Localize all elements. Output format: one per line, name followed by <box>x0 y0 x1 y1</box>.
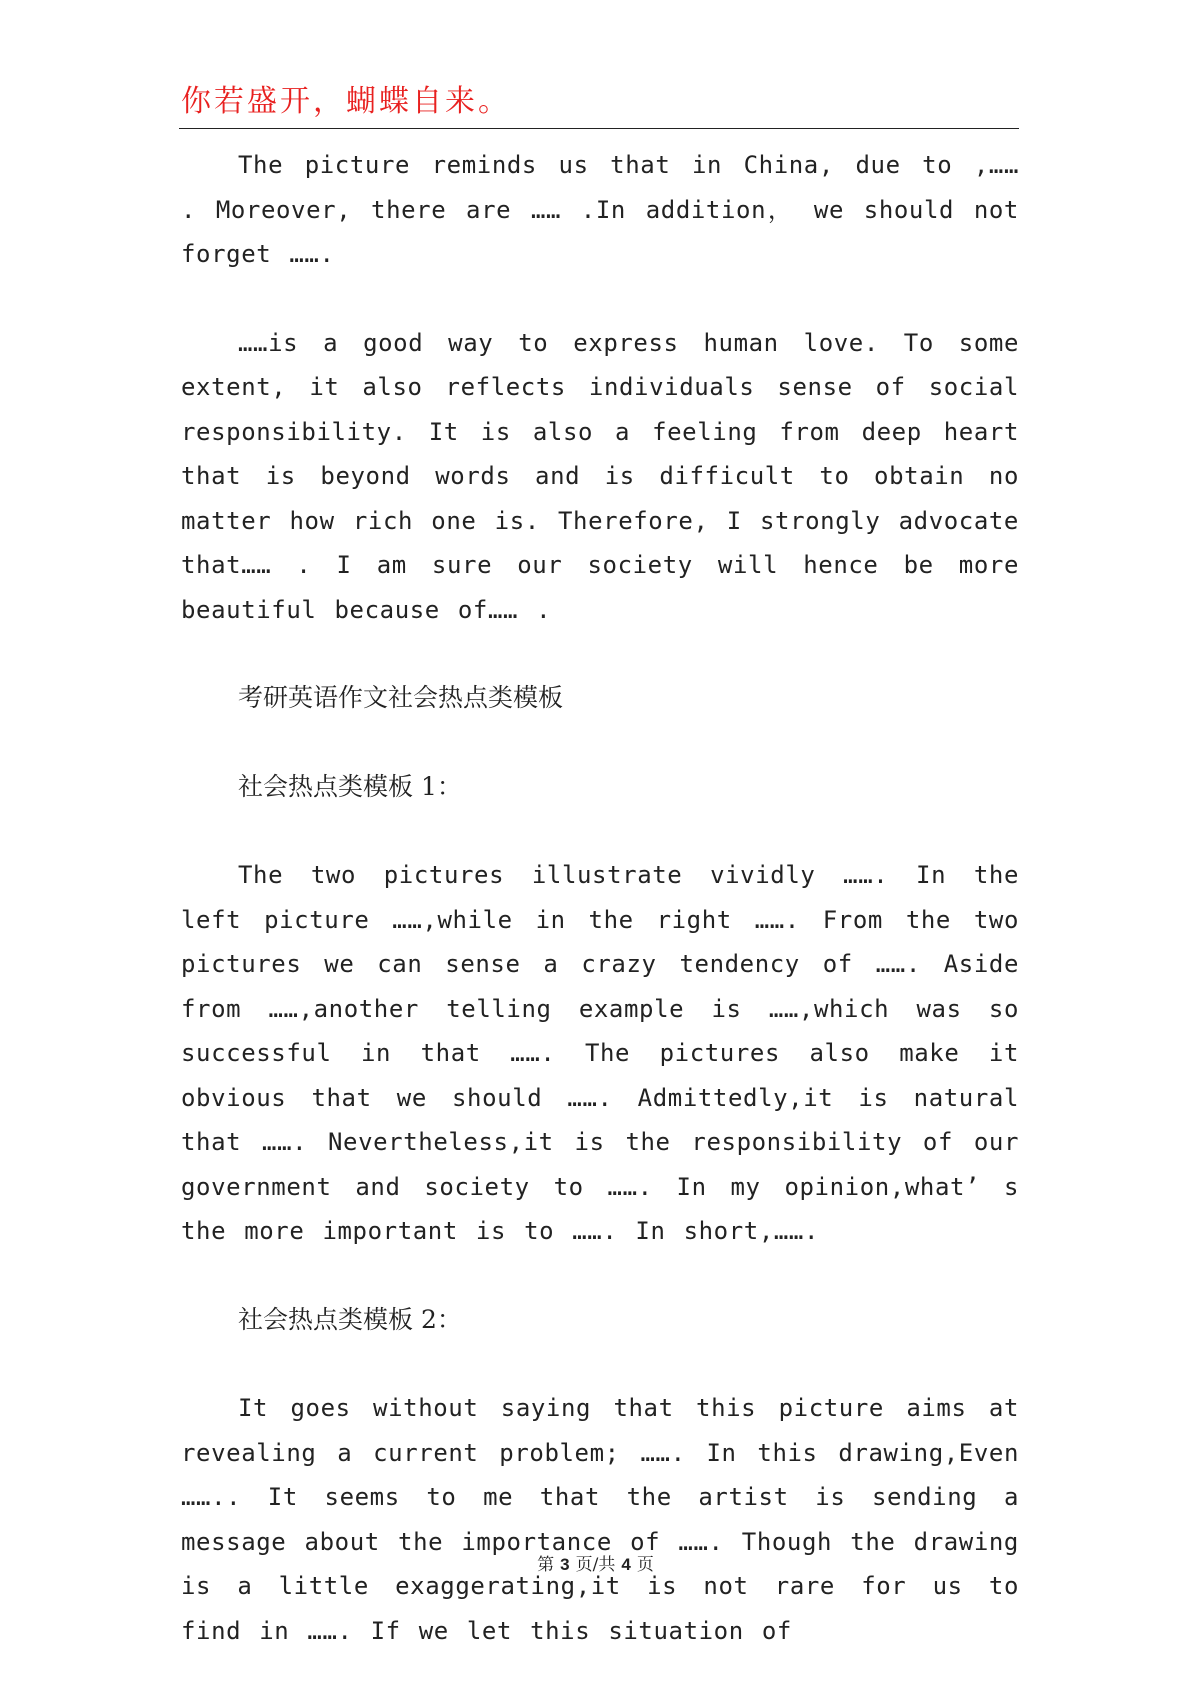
document-body <box>181 143 1019 1653</box>
template-2-heading: 社会热点类模板 2： <box>238 1304 462 1334</box>
template-1-heading: 社会热点类模板 1： <box>238 771 462 801</box>
footer-middle: 页/共 <box>575 1555 616 1575</box>
footer-page-number: 3 <box>560 1555 570 1574</box>
paragraph-4: It goes without saying that this picture aims at revealing a current problem; ……. In this drawing,Even …….. It seems to me that the artist is sending a message about the importance of ……. Though the drawing is a little exaggerating,it is not rare for us to find in ……. If we let this situation of <box>181 1394 1019 1645</box>
section-heading: 考研英语作文社会热点类模板 <box>238 683 564 712</box>
page-footer <box>0 1550 1191 1575</box>
paragraph-3: The two pictures illustrate vividly ……. In the left picture ……,while in the right ……. From the two pictures we can sense a crazy tendency of ……. Aside from ……,another telling example is ……,which was so successful in that ……. The pictures also make it obvious that we should ……. Admittedly,it is natural that ……. Nevertheless,it is the responsibility of our government and society to ……. In my opinion,what’ s the more important is to ……. In short,……. <box>181 861 1019 1245</box>
page-header-title: 你若盛开，蝴蝶自来。 <box>181 84 511 119</box>
footer-suffix: 页 <box>636 1555 654 1575</box>
paragraph-1: The picture reminds us that in China, due to ,…… . Moreover, there are …… .In addition， we should not forget ……. <box>181 151 1019 268</box>
header-divider <box>179 128 1019 129</box>
paragraph-2: ……is a good way to express human love. To some extent, it also reflects individuals sense of social responsibility. It is also a feeling from deep heart that is beyond words and is difficult to obtain no matter how rich one is. Therefore, I strongly advocate that…… . I am sure our society will hence be more beautiful because of…… . <box>181 328 1019 624</box>
footer-total-pages: 4 <box>621 1555 631 1574</box>
footer-prefix: 第 <box>537 1555 555 1575</box>
